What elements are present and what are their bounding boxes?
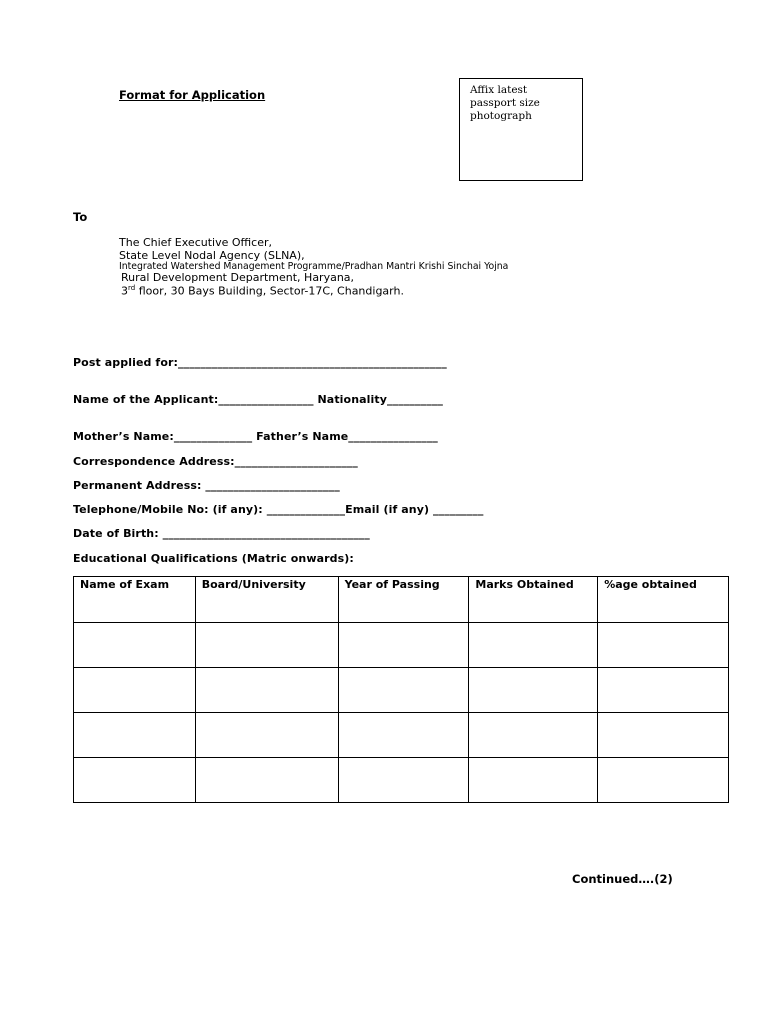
col-header-marks-obtained: Marks Obtained — [469, 577, 598, 623]
permanent-address-field[interactable]: Permanent Address: ________________________ — [73, 479, 340, 492]
to-label: To — [73, 210, 88, 224]
table-cell[interactable] — [598, 668, 729, 713]
floor-ordinal: rd — [128, 284, 136, 292]
table-cell[interactable] — [598, 623, 729, 668]
table-cell[interactable] — [598, 758, 729, 803]
date-of-birth-field[interactable]: Date of Birth: _____________________________________ — [73, 527, 370, 540]
col-header-percentage-obtained: %age obtained — [598, 577, 729, 623]
recipient-line-1: The Chief Executive Officer, — [119, 236, 272, 249]
table-cell[interactable] — [338, 713, 469, 758]
parents-name-field[interactable]: Mother’s Name:______________ Father’s Name________________ — [73, 430, 438, 443]
table-cell[interactable] — [195, 713, 338, 758]
table-cell[interactable] — [195, 668, 338, 713]
address-remainder: floor, 30 Bays Building, Sector-17C, Chandigarh. — [135, 284, 404, 298]
table-cell[interactable] — [74, 758, 196, 803]
table-cell[interactable] — [338, 758, 469, 803]
table-cell[interactable] — [74, 623, 196, 668]
education-table — [73, 576, 729, 803]
table-cell[interactable] — [469, 668, 598, 713]
table-cell[interactable] — [469, 758, 598, 803]
table-row — [74, 623, 729, 668]
col-header-name-of-exam: Name of Exam — [74, 577, 196, 623]
continued-note: Continued….(2) — [572, 872, 673, 886]
table-cell[interactable] — [74, 668, 196, 713]
table-cell[interactable] — [195, 623, 338, 668]
recipient-line-4: Rural Development Department, Haryana, — [121, 271, 355, 284]
table-cell[interactable] — [74, 713, 196, 758]
page-title: Format for Application — [119, 88, 266, 102]
table-cell[interactable] — [338, 668, 469, 713]
education-heading: Educational Qualifications (Matric onwards): — [73, 552, 354, 565]
col-header-year-of-passing: Year of Passing — [338, 577, 469, 623]
recipient-line-5 — [121, 284, 404, 298]
floor-number: 3 — [121, 284, 128, 298]
recipient-line-3: Integrated Watershed Management Programme/Pradhan Mantri Krishi Sinchai Yojna — [119, 261, 509, 272]
table-header-row — [74, 577, 729, 623]
recipient-line-2: State Level Nodal Agency (SLNA), — [119, 249, 305, 262]
table-cell[interactable] — [338, 623, 469, 668]
telephone-email-field[interactable]: Telephone/Mobile No: (if any): ______________Email (if any) _________ — [73, 503, 484, 516]
table-cell[interactable] — [469, 623, 598, 668]
table-cell[interactable] — [195, 758, 338, 803]
photo-box — [459, 78, 583, 181]
correspondence-address-field[interactable]: Correspondence Address:______________________ — [73, 455, 358, 468]
table-row — [74, 758, 729, 803]
table-cell[interactable] — [469, 713, 598, 758]
applicant-name-nationality-field[interactable]: Name of the Applicant:_________________ Nationality__________ — [73, 393, 444, 406]
table-cell[interactable] — [598, 713, 729, 758]
table-row — [74, 713, 729, 758]
table-row — [74, 668, 729, 713]
photo-box-label: Affix latest passport size photograph — [470, 84, 540, 122]
post-applied-field[interactable]: Post applied for:________________________________________________ — [73, 356, 447, 369]
col-header-board-university: Board/University — [195, 577, 338, 623]
